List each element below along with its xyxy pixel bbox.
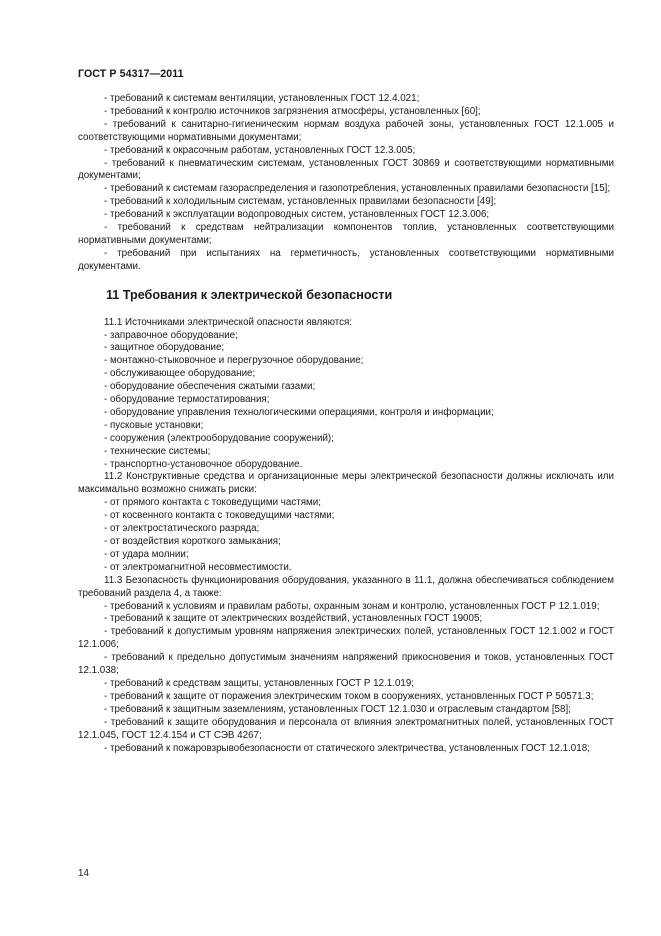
list-item: - от косвенного контакта с токоведущими частями; <box>104 510 335 522</box>
list-item: - технические системы; <box>104 445 211 457</box>
list-item: - пусковые установки; <box>104 419 204 431</box>
list-item: - требований к допустимым уровням напряжения электрических полей, установленных ГОСТ 12.1.002 и ГОСТ 12.1.006; <box>78 626 614 651</box>
list-item: - требований при испытаниях на герметичность, установленных соответствующими нормативными документами. <box>78 247 614 272</box>
document-header: ГОСТ Р 54317—2011 <box>78 68 184 80</box>
list-item: - от удара молнии; <box>104 548 189 560</box>
list-item: - требований к окрасочным работам, установленных ГОСТ 12.3.005; <box>104 144 416 156</box>
list-item: - от воздействия короткого замыкания; <box>104 536 281 547</box>
list-item: - требований к защите оборудования и персонала от влияния электромагнитных полей, установленных ГОСТ 12.1.045, ГОСТ 12.4.154 и СТ СЭВ 4267; <box>78 716 614 741</box>
list-item: - заправочное оборудование; <box>104 329 238 341</box>
clause-11-2: 11.2 Конструктивные средства и организационные меры электрической безопасности должны исключать или максимально возможно снижать риски: <box>78 471 614 496</box>
list-item: - оборудование управления технологическими операциями, контроля и информации; <box>104 406 494 418</box>
list-item: - обслуживающее оборудование; <box>104 368 256 380</box>
list-item: - требований к пожаровзрывобезопасности от статического электричества, установленных ГОСТ 12.1.018; <box>104 742 590 754</box>
list-item: - требований к защите от электрических воздействий, установленных ГОСТ 19005; <box>104 613 483 625</box>
list-item: - от прямого контакта с токоведущими частями; <box>104 497 321 509</box>
list-item: - от электромагнитной несовместимости. <box>104 561 292 573</box>
page-number: 14 <box>78 868 89 879</box>
list-item: - требований к предельно допустимым значениям напряжений прикосновения и токов, установленных ГОСТ 12.1.038; <box>78 652 614 677</box>
list-item: - требований к средствам защиты, установленных ГОСТ Р 12.1.019; <box>104 677 415 689</box>
clause-11-1: 11.1 Источниками электрической опасности являются: <box>104 316 353 328</box>
list-item: - требований к эксплуатации водопроводных систем, установленных ГОСТ 12.3.006; <box>104 209 490 221</box>
list-item: - от электростатического разряда; <box>104 523 260 535</box>
list-item: - транспортно-установочное оборудование. <box>104 458 303 470</box>
list-item: - оборудование термостатирования; <box>104 394 270 406</box>
list-item: - защитное оборудование; <box>104 342 225 354</box>
list-item: - требований к системам газораспределения и газопотребления, установленных правилами безопасности [15]; <box>104 183 611 195</box>
list-item: - требований к системам вентиляции, установленных ГОСТ 12.4.021; <box>104 93 420 104</box>
page-content <box>78 93 614 755</box>
list-item: - требований к санитарно-гигиеническим нормам воздуха рабочей зоны, установленных ГОСТ 12.1.005 и соответствующими нормативными документами; <box>78 118 614 143</box>
list-item: - требований к защите от поражения электрическим током в сооружениях, установленных ГОСТ Р 50571.3; <box>104 690 594 702</box>
section-title: 11 Требования к электрической безопасности <box>106 287 393 302</box>
list-item: - оборудование обеспечения сжатыми газами; <box>104 381 316 393</box>
list-item: - требований к контролю источников загрязнения атмосферы, установленных [60]; <box>104 105 481 117</box>
list-item: - требований к защитным заземлениям, установленных ГОСТ 12.1.030 и отраслевым стандартом [58]; <box>104 703 571 715</box>
list-item: - монтажно-стыковочное и перегрузочное оборудование; <box>104 355 364 367</box>
list-item: - сооружения (электрооборудование сооружений); <box>104 432 334 444</box>
clause-11-3: 11.3 Безопасность функционирования оборудования, указанного в 11.1, должна обеспечиваться соблюдением требований раздела 4, а также: <box>78 574 614 599</box>
list-item: - требований к холодильным системам, установленных правилами безопасности [49]; <box>104 196 497 208</box>
list-item: - требований к пневматическим системам, установленных ГОСТ 30869 и соответствующими нормативными документами; <box>78 157 614 182</box>
list-item: - требований к условиям и правилам работы, охранным зонам и контролю, установленных ГОСТ Р 12.1.019; <box>104 600 600 612</box>
list-item: - требований к средствам нейтрализации компонентов топлив, установленных соответствующими нормативными документами; <box>78 222 614 246</box>
